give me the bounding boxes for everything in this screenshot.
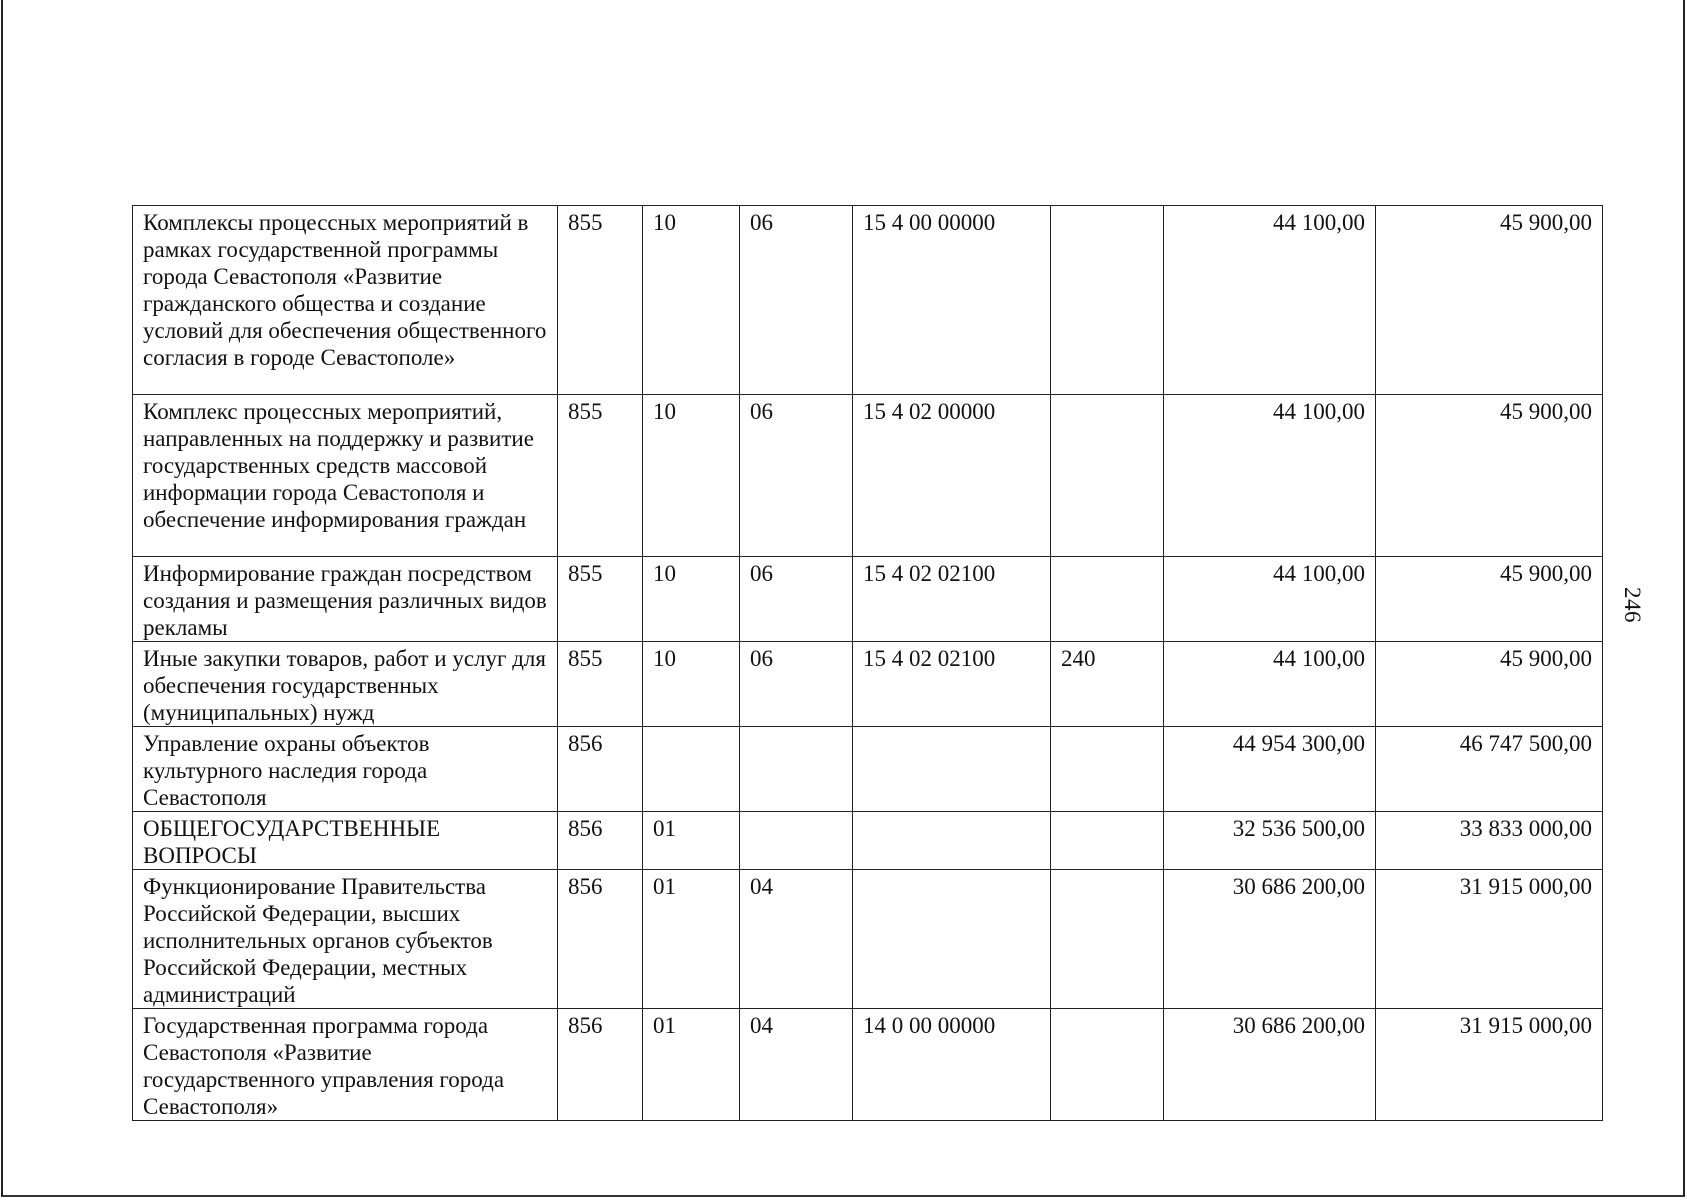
razdel-cell: 01 — [643, 1009, 740, 1121]
row-name-cell: ОБЩЕГОСУДАРСТВЕННЫЕ ВОПРОСЫ — [133, 812, 558, 870]
razdel-cell: 01 — [643, 870, 740, 1009]
sum-year2-cell: 46 747 500,00 — [1376, 727, 1603, 812]
table-row — [133, 642, 1603, 727]
vr-cell: 240 — [1051, 642, 1164, 727]
sum-year1-cell: 32 536 500,00 — [1164, 812, 1376, 870]
podrazdel-cell: 06 — [740, 395, 853, 557]
vedomstvo-cell: 856 — [558, 1009, 643, 1121]
row-name-cell: Иные закупки товаров, работ и услуг для обеспечения государственных (муниципальных) нужд — [133, 642, 558, 727]
csr-cell: 14 0 00 00000 — [853, 1009, 1051, 1121]
table-row — [133, 1009, 1603, 1121]
page-number: 246 — [1620, 587, 1645, 623]
table-row — [133, 395, 1603, 557]
vr-cell — [1051, 395, 1164, 557]
sum-year1-cell: 44 100,00 — [1164, 395, 1376, 557]
csr-cell: 15 4 02 00000 — [853, 395, 1051, 557]
csr-cell: 15 4 00 00000 — [853, 206, 1051, 395]
sum-year1-cell: 44 100,00 — [1164, 206, 1376, 395]
csr-cell — [853, 727, 1051, 812]
vr-cell — [1051, 812, 1164, 870]
razdel-cell: 10 — [643, 642, 740, 727]
sum-year2-cell: 31 915 000,00 — [1376, 870, 1603, 1009]
podrazdel-cell: 06 — [740, 642, 853, 727]
vedomstvo-cell: 855 — [558, 642, 643, 727]
vedomstvo-cell: 855 — [558, 557, 643, 642]
podrazdel-cell — [740, 727, 853, 812]
podrazdel-cell: 04 — [740, 870, 853, 1009]
table-row — [133, 812, 1603, 870]
podrazdel-cell: 06 — [740, 557, 853, 642]
vr-cell — [1051, 727, 1164, 812]
sum-year2-cell: 45 900,00 — [1376, 395, 1603, 557]
sum-year2-cell: 31 915 000,00 — [1376, 1009, 1603, 1121]
vedomstvo-cell: 856 — [558, 812, 643, 870]
sum-year1-cell: 44 100,00 — [1164, 557, 1376, 642]
row-name-cell: Управление охраны объектов культурного наследия города Севастополя — [133, 727, 558, 812]
row-name-cell: Комплекс процессных мероприятий, направленных на поддержку и развитие государственных средств массовой информации города Севастополя и обеспечение информирования граждан — [133, 395, 558, 557]
sum-year1-cell: 30 686 200,00 — [1164, 1009, 1376, 1121]
sum-year2-cell: 33 833 000,00 — [1376, 812, 1603, 870]
sum-year1-cell: 44 100,00 — [1164, 642, 1376, 727]
row-name-cell: Функционирование Правительства Российской Федерации, высших исполнительных органов субъектов Российской Федерации, местных администраций — [133, 870, 558, 1009]
vr-cell — [1051, 557, 1164, 642]
row-name-cell: Комплексы процессных мероприятий в рамках государственной программы города Севастополя «Развитие гражданского общества и создание условий для обеспечения общественного согласия в городе Севастополе» — [133, 206, 558, 395]
csr-cell: 15 4 02 02100 — [853, 642, 1051, 727]
row-name-cell: Государственная программа города Севастополя «Развитие государственного управления города Севастополя» — [133, 1009, 558, 1121]
vedomstvo-cell: 855 — [558, 395, 643, 557]
sum-year1-cell: 44 954 300,00 — [1164, 727, 1376, 812]
sum-year2-cell: 45 900,00 — [1376, 642, 1603, 727]
podrazdel-cell: 04 — [740, 1009, 853, 1121]
vedomstvo-cell: 856 — [558, 870, 643, 1009]
vr-cell — [1051, 1009, 1164, 1121]
table-row — [133, 727, 1603, 812]
vedomstvo-cell: 855 — [558, 206, 643, 395]
razdel-cell — [643, 727, 740, 812]
sum-year1-cell: 30 686 200,00 — [1164, 870, 1376, 1009]
table-row — [133, 206, 1603, 395]
sum-year2-cell: 45 900,00 — [1376, 206, 1603, 395]
budget-table — [132, 205, 1603, 1121]
csr-cell — [853, 812, 1051, 870]
razdel-cell: 10 — [643, 206, 740, 395]
podrazdel-cell — [740, 812, 853, 870]
razdel-cell: 10 — [643, 557, 740, 642]
vr-cell — [1051, 206, 1164, 395]
table-row — [133, 557, 1603, 642]
razdel-cell: 10 — [643, 395, 740, 557]
vedomstvo-cell: 856 — [558, 727, 643, 812]
csr-cell — [853, 870, 1051, 1009]
table-row — [133, 870, 1603, 1009]
razdel-cell: 01 — [643, 812, 740, 870]
podrazdel-cell: 06 — [740, 206, 853, 395]
csr-cell: 15 4 02 02100 — [853, 557, 1051, 642]
row-name-cell: Информирование граждан посредством создания и размещения различных видов рекламы — [133, 557, 558, 642]
sum-year2-cell: 45 900,00 — [1376, 557, 1603, 642]
vr-cell — [1051, 870, 1164, 1009]
